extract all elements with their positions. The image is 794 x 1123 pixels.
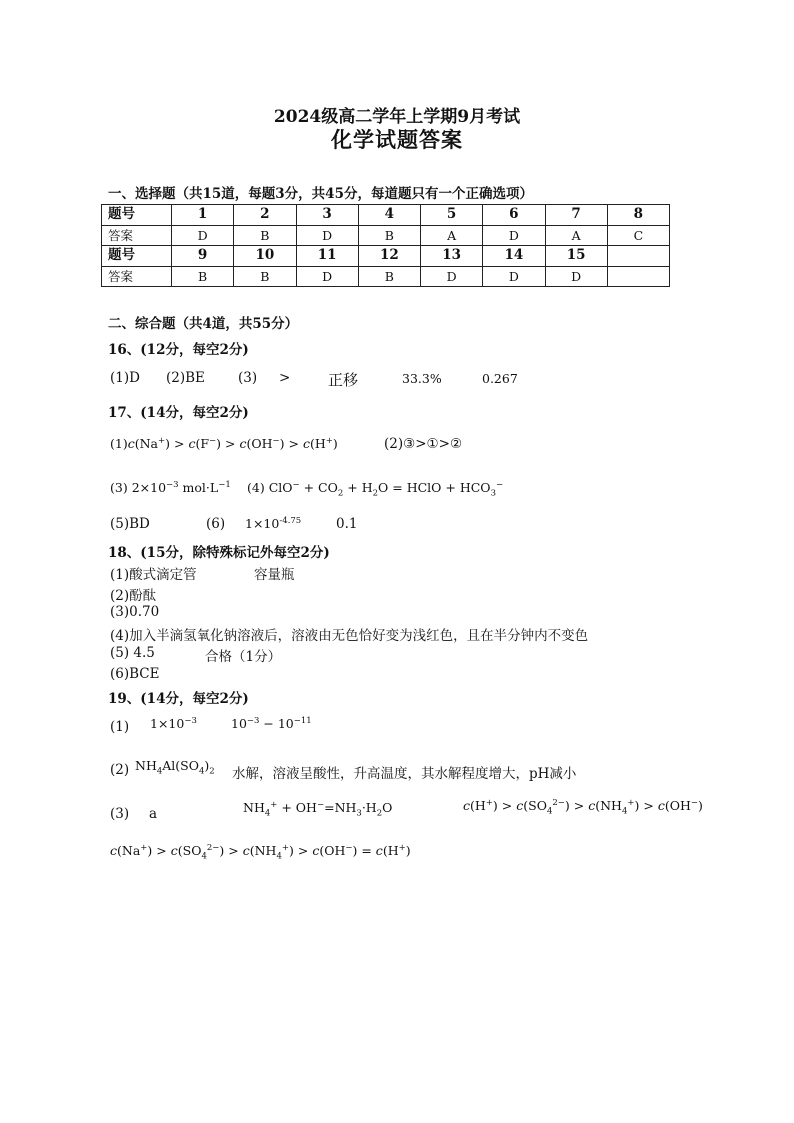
q19-answer-2-formula: $NH_4Al(SO_4)_2$ [135, 758, 215, 777]
q16-answer-1: (1)D [110, 370, 140, 386]
answer-cell: D [483, 266, 545, 287]
exam-title: 2024级高二学年上学期9月考试 [273, 107, 521, 127]
q19-answer-1-label: (1) [110, 719, 130, 735]
q17-answer-1: (1)c(Na+) > c(F−) > c(OH−) > c(H+) [110, 435, 338, 451]
q19-answer-1b: $10^{-3} - 10^{-11}$ [231, 715, 312, 731]
answer-cell: B [172, 266, 234, 287]
section1-heading: 一、选择题（共15道，每题3分，共45分，每道题只有一个正确选项） [108, 186, 533, 202]
q19-answer-3a: a [149, 806, 158, 822]
answer-table [101, 204, 670, 287]
q18-answer-6: (6)BCE [110, 666, 160, 682]
q17-answer-2: (2)③>①>② [384, 436, 463, 452]
q17-answer-4: (4) $ClO^- + CO_2 + H_2O$ = HClO + $HCO_3^-$ [247, 479, 504, 499]
q16-answer-2: (2)BE [166, 370, 205, 386]
q18-answer-5b: 合格（1分） [205, 649, 282, 665]
answer-cell: D [421, 266, 483, 287]
q17-answer-6-extra: 0.1 [336, 516, 358, 532]
answer-cell: D [172, 225, 234, 246]
question-number [607, 246, 669, 267]
question-number: 7 [545, 205, 607, 226]
row-label: 题号 [102, 205, 172, 226]
q19-answer-3-order2: $c(Na^+) > c(SO_4^{2-}) > c(NH_4^+) > c(OH^-) = c(H^+)$ [110, 842, 411, 862]
q16-heading: 16、(12分，每空2分) [108, 342, 249, 358]
q16-answer-3-label: (3) [238, 370, 258, 386]
table-row [102, 246, 670, 267]
answer-cell: C [607, 225, 669, 246]
question-number: 6 [483, 205, 545, 226]
table-row [102, 225, 670, 246]
answer-cell: B [358, 225, 420, 246]
q17-answer-6-label: (6) [206, 516, 226, 532]
answer-cell: D [296, 225, 358, 246]
answer-cell: B [358, 266, 420, 287]
row-label: 答案 [102, 266, 172, 287]
answer-cell [607, 266, 669, 287]
answer-cell: B [234, 225, 296, 246]
question-number: 12 [358, 246, 420, 267]
q17-answer-5: (5)BD [110, 516, 150, 532]
answer-cell: D [296, 266, 358, 287]
answer-cell: D [545, 266, 607, 287]
q19-answer-2-label: (2) [110, 762, 130, 778]
q19-heading: 19、(14分，每空2分) [108, 691, 249, 707]
q16-answer-value: 0.267 [482, 371, 518, 386]
question-number: 3 [296, 205, 358, 226]
q19-answer-3-label: (3) [110, 806, 130, 822]
answer-title: 化学试题答案 [331, 127, 463, 152]
q18-answer-5a: (5) 4.5 [110, 645, 155, 661]
q17-answer-3: (3) $2\times 10^{-3}$ $mol\cdot L^{-1}$ [110, 479, 231, 495]
answer-cell: B [234, 266, 296, 287]
question-number: 2 [234, 205, 296, 226]
q16-answer-percent: 33.3% [402, 371, 442, 386]
table-row [102, 266, 670, 287]
q18-answer-2: (2)酚酞 [110, 588, 157, 604]
question-number: 13 [421, 246, 483, 267]
q18-answer-4: (4)加入半滴氢氧化钠溶液后，溶液由无色恰好变为浅红色，且在半分钟内不变色 [110, 628, 589, 644]
row-label: 题号 [102, 246, 172, 267]
row-label: 答案 [102, 225, 172, 246]
question-number: 11 [296, 246, 358, 267]
question-number: 5 [421, 205, 483, 226]
q19-answer-3-equation: $NH_4^+ + OH^-=NH_3\cdot H_2O$ [243, 799, 393, 819]
question-number: 8 [607, 205, 669, 226]
question-number: 1 [172, 205, 234, 226]
question-number: 10 [234, 246, 296, 267]
q19-answer-2-text: 水解，溶液呈酸性，升高温度，其水解程度增大，pH减小 [232, 766, 577, 782]
question-number: 4 [358, 205, 420, 226]
q16-answer-3-sign: > [279, 370, 291, 386]
q18-answer-1b: 容量瓶 [254, 567, 295, 583]
q19-answer-1a: $1\times 10^{-3}$ [150, 715, 197, 731]
q18-answer-3: (3)0.70 [110, 604, 160, 620]
answer-cell: D [483, 225, 545, 246]
question-number: 15 [545, 246, 607, 267]
section2-heading: 二、综合题（共4道，共55分） [108, 316, 299, 332]
q17-answer-6: $1\times 10^{-4.75}$ [245, 515, 302, 531]
table-row [102, 205, 670, 226]
answer-cell: A [545, 225, 607, 246]
question-number: 14 [483, 246, 545, 267]
q18-heading: 18、(15分，除特殊标记外每空2分) [108, 545, 330, 561]
q19-answer-3-order1: $c(H^+) > c(SO_4^{2-}) > c(NH_4^+) > c(OH^-)$ [463, 797, 703, 817]
q18-answer-1a: (1)酸式滴定管 [110, 567, 197, 583]
answer-cell: A [421, 225, 483, 246]
q16-answer-3-shift: 正移 [328, 371, 359, 389]
q17-heading: 17、(14分，每空2分) [108, 405, 249, 421]
question-number: 9 [172, 246, 234, 267]
